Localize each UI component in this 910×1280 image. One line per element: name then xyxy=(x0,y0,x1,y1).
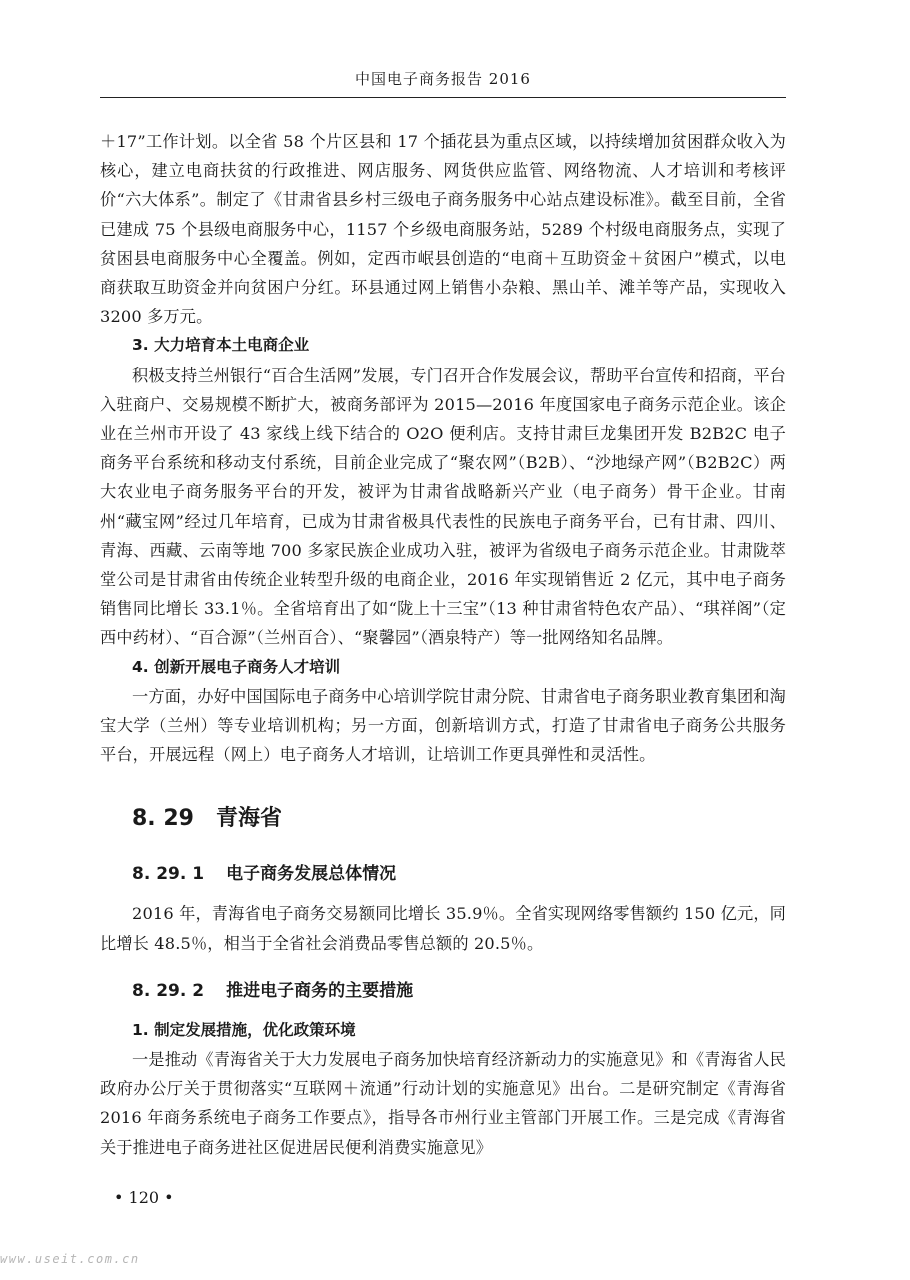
subsection-title: 推进电子商务的主要措施 xyxy=(226,980,414,1001)
header-rule xyxy=(100,97,786,98)
paragraph-policy-measures: 一是推动《青海省关于大力发展电子商务加快培育经济新动力的实施意见》和《青海省人民政府办公厅关于贯彻落实“互联网＋流通”行动计划的实施意见》出台。二是研究制定《青海省 2016 年商务系统电子商务工作要点》，指导各市州行业主管部门开展工作。三是完成《青海省关于推进电子商务进社区促进居民便利消费实施意见》 xyxy=(100,1050,786,1157)
subsection-title: 电子商务发展总体情况 xyxy=(226,864,397,885)
page-number: • 120 • xyxy=(114,1188,174,1207)
heading-item-3: 3. 大力培育本土电商企业 xyxy=(132,336,310,355)
paragraph-continuation: ＋17”工作计划。以全省 58 个片区县和 17 个插花县为重点区域，以持续增加贫困群众收入为核心，建立电商扶贫的行政推进、网店服务、网货供应监管、网络物流、人才培训和考核评价“六大体系”。制定了《甘肃省县乡村三级电子商务服务中心站点建设标准》。截至目前，全省已建成 75 个县级电商服务中心，1157 个乡级电商服务站，5289 个村级电商服务点，实现了贫困县电商服务中心全覆盖。例如，定西市岷县创造的“电商＋互助资金＋贫困户”模式，以电商获取互助资金并向贫困户分红。环县通过网上销售小杂粮、黑山羊、滩羊等产品，实现收入 3200 多万元。 xyxy=(100,132,786,327)
heading-item-4: 4. 创新开展电子商务人才培训 xyxy=(132,657,341,676)
paragraph-talent-training: 一方面，办好中国国际电子商务中心培训学院甘肃分院、甘肃省电子商务职业教育集团和淘宝大学（兰州）等专业培训机构；另一方面，创新培训方式，打造了甘肃省电子商务公共服务平台，开展远程（网上）电子商务人才培训，让培训工作更具弹性和灵活性。 xyxy=(100,686,786,765)
paragraph-overall-situation: 2016 年，青海省电子商务交易额同比增长 35.9％。全省实现网络零售额约 150 亿元，同比增长 48.5％，相当于全省社会消费品零售总额的 20.5％。 xyxy=(100,904,786,953)
section-title: 青海省 xyxy=(215,806,282,832)
subsection-number: 8. 29. 1 xyxy=(132,864,205,885)
running-header: 中国电子商务报告 2016 xyxy=(355,70,531,88)
section-heading-8-29 xyxy=(100,797,786,841)
subsection-heading-8-29-2 xyxy=(100,974,786,1008)
subsection-number: 8. 29. 2 xyxy=(132,980,205,1001)
page-body xyxy=(100,127,786,1162)
heading-item-1: 1. 制定发展措施，优化政策环境 xyxy=(132,1020,356,1039)
section-number: 8. 29 xyxy=(132,806,194,832)
paragraph-local-enterprises: 积极支持兰州银行“百合生活网”发展，专门召开合作发展会议，帮助平台宣传和招商，平台入驻商户、交易规模不断扩大，被商务部评为 2015—2016 年度国家电子商务示范企业。该企业在兰州市开设了 43 家线上线下结合的 O2O 便利店。支持甘肃巨龙集团开发 B2B2C 电子商务平台系统和移动支付系统，目前企业完成了“聚农网”（B2B）、“沙地绿产网”（B2B2C）两大农业电子商务服务平台的开发，被评为甘肃省战略新兴产业（电子商务）骨干企业。甘南州“藏宝网”经过几年培育，已成为甘肃省极具代表性的民族电子商务平台，已有甘肃、四川、青海、西藏、云南等地 700 多家民族企业成功入驻，被评为省级电子商务示范企业。甘肃陇萃堂公司是甘肃省由传统企业转型升级的电商企业，2016 年实现销售近 2 亿元，其中电子商务销售同比增长 33.1％。全省培育出了如“陇上十三宝”（13 种甘肃省特色农产品）、“琪祥阁”（定西中药材）、“百合源”（兰州百合）、“聚馨园”（酒泉特产）等一批网络知名品牌。 xyxy=(100,365,787,648)
watermark: www.useit.com.cn xyxy=(0,1252,140,1266)
subsection-heading-8-29-1 xyxy=(100,857,786,891)
